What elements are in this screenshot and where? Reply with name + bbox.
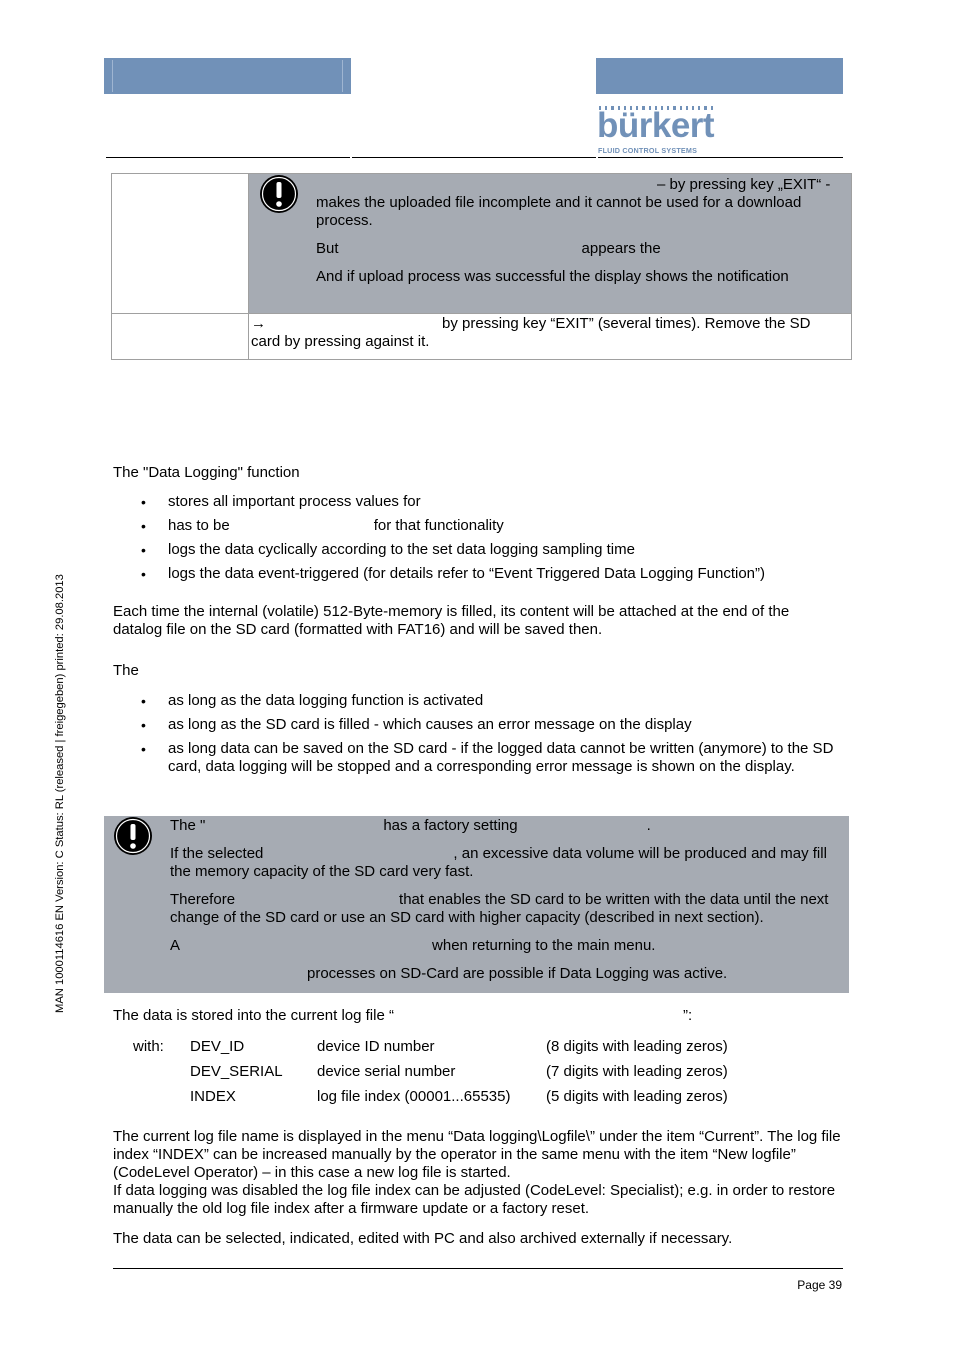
logo-subtitle: FLUID CONTROL SYSTEMS: [598, 146, 698, 155]
note-paragraph: [170, 817, 839, 835]
note-text: [170, 817, 839, 993]
note-paragraph: [170, 891, 839, 927]
header-bar-right: [596, 58, 843, 94]
logo-wordmark: bürkert: [597, 106, 715, 145]
paragraph: If data logging was disabled the log file index can be adjusted (CodeLevel: Specialist); e.g. in order to restore manually the old log file index after a firmware update or a factory reset.: [113, 1182, 836, 1217]
pc-paragraph: The data can be selected, indicated, edited with PC and also archived externally if necessary.: [113, 1230, 733, 1247]
warning-note-text: [316, 176, 839, 296]
current-logfile-paragraph: [113, 1128, 844, 1218]
header-rule-left: [106, 157, 350, 158]
exit-line-1: [251, 315, 839, 333]
text-fragment: by pressing key “EXIT” (several times). Remove the SD: [442, 315, 811, 332]
note-text-fragment: appears the: [581, 240, 661, 257]
list-item: [113, 517, 842, 535]
list-item: • logs the data cyclically according to the set data logging sampling time: [113, 541, 842, 559]
warning-icon: [113, 816, 153, 856]
function-bullet-list: [113, 493, 842, 589]
duration-bullet-list: [113, 692, 842, 782]
text-fragment: If the selected: [170, 845, 264, 862]
arrow-icon: →: [251, 315, 266, 332]
burkert-logo: [597, 106, 717, 156]
header-bar-left: [104, 58, 351, 94]
field-name: DEV_SERIAL: [190, 1063, 283, 1080]
table-row: [112, 174, 852, 314]
field-note: (5 digits with leading zeros): [546, 1088, 728, 1105]
table-cell-empty: [112, 314, 249, 360]
text-fragment: when returning to the main menu.: [432, 937, 656, 954]
warning-note-cell: [249, 174, 852, 314]
side-text: MAN 1000114616 EN Version: C Status: RL (released | freigegeben) printed: 29.08.2013: [54, 574, 66, 1013]
warning-icon: [259, 174, 299, 214]
text-fragment: ”:: [682, 1007, 693, 1024]
page-number: Page 39: [797, 1278, 842, 1292]
note-paragraph: And if upload process was successful the display shows the notification: [316, 268, 789, 285]
paragraph: The current log file name is displayed in the menu “Data logging\Logfile\” under the item “Current”. The log file index “INDEX” can be increased manually by the operator in the same menu with the item “New logfile” (CodeLevel Operator) – in this case a new log file is started.: [113, 1128, 841, 1181]
field-desc: device serial number: [317, 1063, 456, 1080]
table-row: [112, 314, 852, 360]
exit-line-2: card by pressing against it.: [251, 333, 430, 350]
field-note: (7 digits with leading zeros): [546, 1063, 728, 1080]
logfile-fields-table: [131, 1036, 730, 1113]
field-note: (8 digits with leading zeros): [546, 1038, 728, 1055]
with-label: with:: [133, 1038, 164, 1055]
note-paragraph: [316, 240, 839, 258]
text-fragment: .: [646, 817, 651, 834]
text-fragment: The ": [170, 817, 206, 834]
field-name: DEV_ID: [190, 1038, 245, 1055]
text-fragment: that enables the SD card to be written with the data until the next change of the SD card or use an SD card with higher capacity (described in next section).: [170, 891, 829, 926]
text-fragment: , an excessive data volume will be produced and may fill the memory capacity of the SD card very fast.: [170, 845, 827, 880]
field-name: INDEX: [190, 1088, 236, 1105]
the-text: The: [113, 662, 139, 679]
field-desc: log file index (00001...65535): [317, 1088, 511, 1105]
list-item: • as long as the SD card is filled - which causes an error message on the display: [113, 716, 842, 734]
intro-text: The "Data Logging" function: [113, 464, 300, 481]
text-fragment: has a factory setting: [383, 817, 518, 834]
note-paragraph: processes on SD-Card are possible if Data Logging was active.: [307, 965, 728, 982]
text-fragment: has to be: [168, 517, 230, 534]
note-paragraph: [170, 937, 839, 955]
table-row: [133, 1038, 728, 1061]
list-item: • as long data can be saved on the SD card - if the logged data cannot be written (anymore) to the SD card, data logging will be stopped and a corresponding error message is shown on the display.: [113, 740, 842, 776]
table-row: [133, 1063, 728, 1086]
note-text-fragment: But: [316, 240, 339, 257]
table-row: [133, 1088, 728, 1111]
text-fragment: A: [170, 937, 181, 954]
text-fragment: for that functionality: [373, 517, 504, 534]
header-rule-right: [598, 157, 843, 158]
text-fragment: Therefore: [170, 891, 236, 908]
table-cell-empty: [112, 174, 249, 314]
memory-paragraph: Each time the internal (volatile) 512-Byte-memory is filled, its content will be attached at the end of the datalog file on the SD card (formatted with FAT16) and will be saved then.: [113, 603, 790, 638]
steps-table: [111, 173, 852, 360]
list-item: • as long as the data logging function is activated: [113, 692, 842, 710]
data-logging-note: [104, 816, 849, 993]
note-paragraph: – by pressing key „EXIT“ - makes the uploaded file incomplete and it cannot be used for a download process.: [316, 176, 831, 229]
header-rule-middle: [352, 157, 596, 158]
field-desc: device ID number: [317, 1038, 435, 1055]
list-item: • logs the data event-triggered (for details refer to “Event Triggered Data Logging Function”): [113, 565, 842, 583]
exit-instruction-cell: [249, 314, 852, 360]
list-item: • stores all important process values for: [113, 493, 842, 511]
note-paragraph: [170, 845, 839, 881]
text-fragment: The data is stored into the current log file “: [113, 1007, 394, 1024]
stored-line: [113, 1007, 842, 1025]
footer-rule: [113, 1268, 843, 1269]
